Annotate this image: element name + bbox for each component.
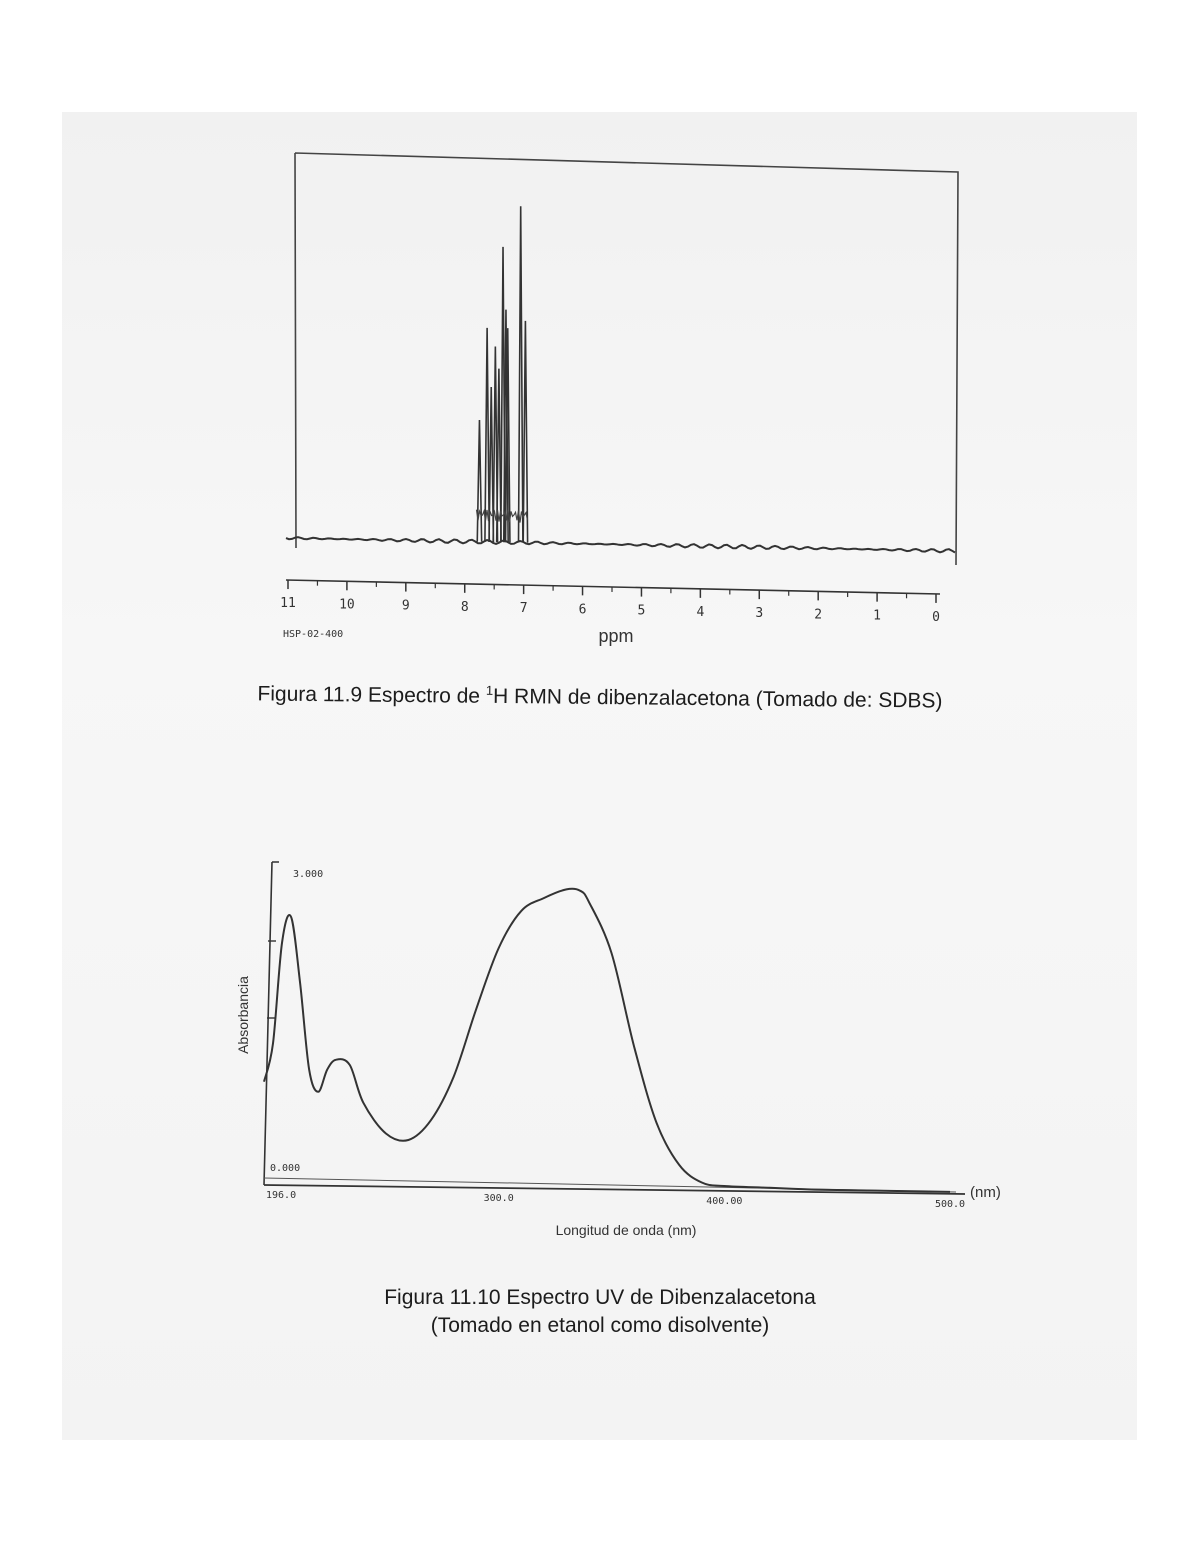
uv-y-tick-zero: 0.000 xyxy=(270,1163,301,1174)
uv-x-axis-label: Longitud de onda (nm) xyxy=(555,1222,697,1238)
nmr-tick-label: 6 xyxy=(578,602,587,618)
uv-x-tick-label: 500.0 xyxy=(934,1198,966,1210)
uv-caption-line1: Figura 11.10 Espectro UV de Dibenzalacetona xyxy=(384,1286,816,1309)
nmr-x-axis-label: ppm xyxy=(598,626,634,646)
nmr-tick-label: 10 xyxy=(339,597,355,613)
uv-x-unit: (nm) xyxy=(970,1184,1001,1201)
nmr-tick-label: 4 xyxy=(696,604,705,620)
nmr-tick-label: 0 xyxy=(932,609,940,625)
nmr-caption: Figura 11.9 Espectro de $^1$H RMN de dibenzalacetona (Tomado de: SDBS) xyxy=(257,682,943,713)
nmr-tick-label: 9 xyxy=(401,598,410,614)
nmr-tick-label: 5 xyxy=(637,603,646,619)
nmr-tick-label: 11 xyxy=(280,596,296,612)
nmr-tick-label: 3 xyxy=(755,606,764,622)
uv-caption-line2: (Tomado en etanol como disolvente) xyxy=(430,1314,770,1337)
uv-x-tick-label: 196.0 xyxy=(266,1190,297,1201)
nmr-tick-label: 7 xyxy=(519,601,528,617)
uv-x-tick-label: 300.0 xyxy=(483,1193,514,1205)
nmr-tick-label: 8 xyxy=(460,599,469,615)
nmr-tick-label: 1 xyxy=(873,608,882,624)
nmr-code-label: HSP-02-400 xyxy=(283,629,344,640)
uv-x-tick-label: 400.00 xyxy=(706,1195,743,1207)
uv-y-axis xyxy=(264,862,279,1185)
uv-y-tick-max: 3.000 xyxy=(293,869,324,880)
uv-absorbance-curve xyxy=(264,889,950,1192)
uv-y-axis-label: Absorbancia xyxy=(235,976,251,1054)
nmr-tick-label: 2 xyxy=(814,607,823,623)
